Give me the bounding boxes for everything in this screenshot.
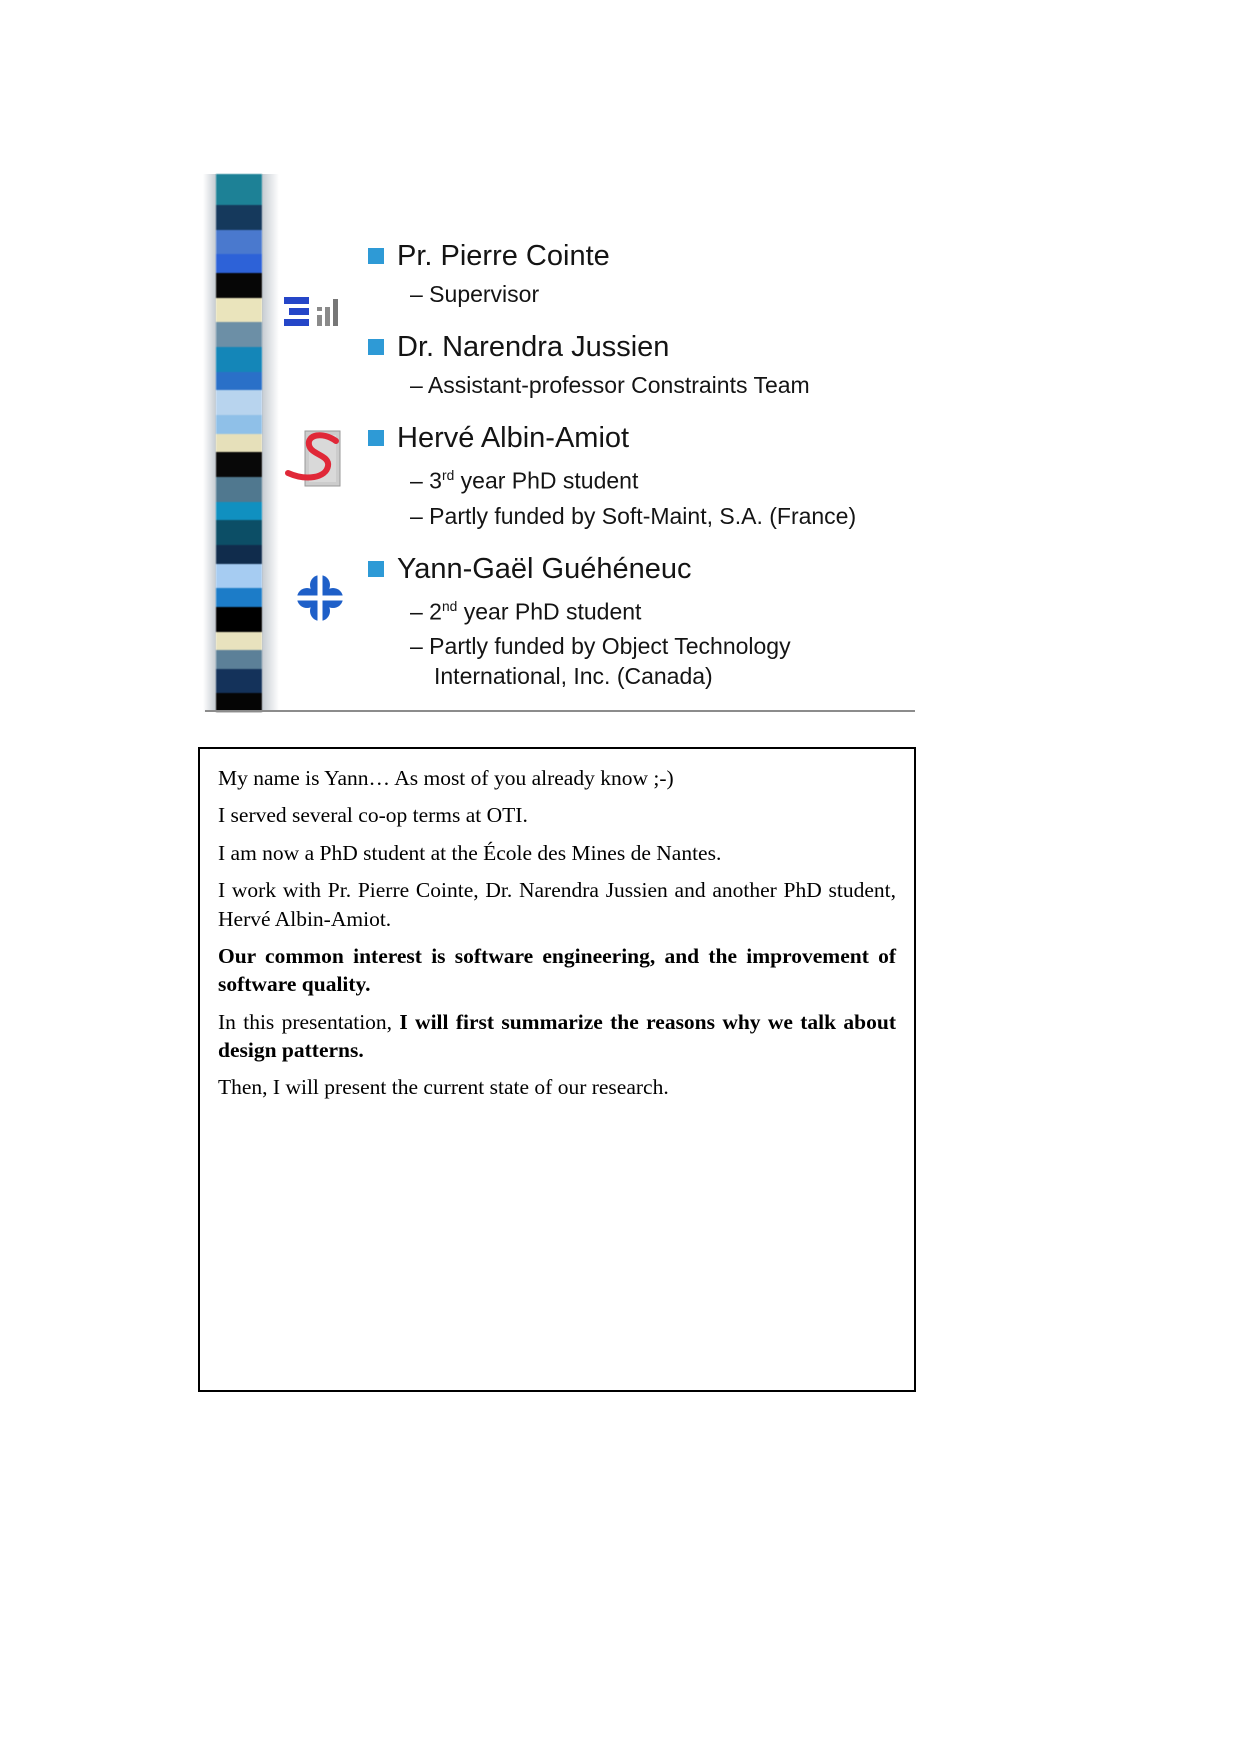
decorative-strip xyxy=(216,174,262,712)
sub-bullet: – 3rd year PhD student xyxy=(410,467,639,494)
notes-paragraph: In this presentation, I will first summarize the reasons why we talk about design patterns. xyxy=(218,1009,896,1062)
ordinal-superscript: rd xyxy=(441,468,455,483)
soft-maint-logo-icon xyxy=(284,428,346,499)
sub-bullet: – Partly funded by Soft-Maint, S.A. (France) xyxy=(410,502,857,529)
sub-bullet: – Assistant-professor Constraints Team xyxy=(410,372,810,398)
square-bullet-icon xyxy=(368,561,384,577)
slide-bullet-list xyxy=(368,238,916,711)
decorative-strip-wrap xyxy=(203,174,279,712)
bullet-label: Hervé Albin-Amiot xyxy=(397,422,630,454)
speaker-notes-box xyxy=(198,747,916,1392)
square-bullet-icon xyxy=(368,248,384,264)
slide-footer-rule xyxy=(205,710,915,712)
bullet-label: Pr. Pierre Cointe xyxy=(397,240,610,272)
sub-bullet: – 2nd year PhD student xyxy=(410,598,642,625)
notes-paragraph: I am now a PhD student at the École des Mines de Nantes. xyxy=(218,840,722,865)
bullet-group-pierre-cointe xyxy=(368,238,916,309)
bullet-item xyxy=(368,551,916,587)
square-bullet-icon xyxy=(368,430,384,446)
notes-paragraph: I work with Pr. Pierre Cointe, Dr. Narendra Jussien and another PhD student, Hervé Albin-Amiot. xyxy=(218,878,896,931)
bullet-group-yann-gael-gueheneuc xyxy=(368,551,916,692)
notes-paragraph: Then, I will present the current state of our research. xyxy=(218,1075,669,1100)
notes-paragraph: Our common interest is software engineering, and the improvement of software quality. xyxy=(218,943,896,997)
emn-logo-icon xyxy=(282,292,350,337)
bullet-item xyxy=(368,420,916,456)
oti-logo-icon xyxy=(294,572,346,629)
notes-paragraph: I served several co-op terms at OTI. xyxy=(218,803,528,828)
ordinal-superscript: nd xyxy=(441,598,458,614)
bullet-group-narendra-jussien xyxy=(368,329,916,400)
sub-bullet: – Supervisor xyxy=(410,281,540,307)
bullet-label: Dr. Narendra Jussien xyxy=(397,331,670,363)
sub-bullet: – Partly funded by Object Technology International, Inc. (Canada) xyxy=(410,633,791,690)
bullet-item xyxy=(368,329,916,365)
bullet-item xyxy=(368,238,916,274)
notes-paragraph: My name is Yann… As most of you already know ;-) xyxy=(218,766,674,790)
bullet-group-herve-albin-amiot xyxy=(368,420,916,531)
square-bullet-icon xyxy=(368,339,384,355)
bullet-label: Yann-Gaël Guéhéneuc xyxy=(397,552,692,585)
